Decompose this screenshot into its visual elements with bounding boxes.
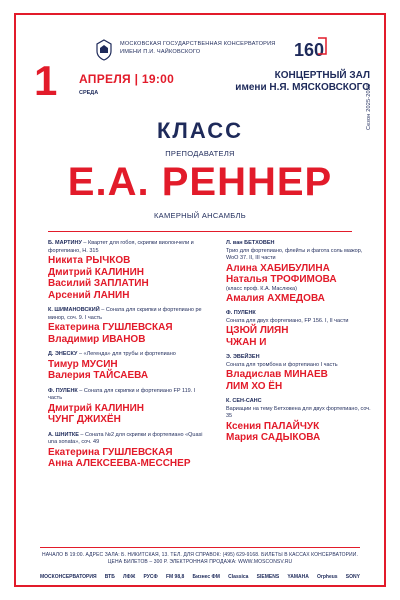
program-item bbox=[48, 240, 208, 301]
conservatory-name: МОСКОВСКАЯ ГОСУДАРСТВЕННАЯ КОНСЕРВАТОРИЯ ИМЕНИ П.И. ЧАЙКОВСКОГО bbox=[120, 41, 276, 55]
anniversary-logo bbox=[292, 34, 328, 62]
composer-name: Б. МАРТИНУ bbox=[48, 240, 82, 246]
work-description bbox=[48, 351, 208, 359]
work-title: – Соната №2 для скрипки и фортепиано «Quasi una sonata», соч. 49 bbox=[48, 431, 203, 445]
performer-name: Никита РЫЧКОВ bbox=[48, 255, 131, 266]
concert-day: 1 bbox=[34, 57, 58, 104]
divider-line bbox=[48, 231, 352, 232]
sponsor-logo: РУСФ bbox=[143, 574, 158, 580]
teacher-label: ПРЕПОДАВАТЕЛЯ bbox=[165, 149, 235, 158]
anniversary-number: 160 bbox=[294, 40, 325, 60]
program-item bbox=[48, 388, 208, 426]
teacher-name: Е.А. РЕННЕР bbox=[67, 160, 333, 204]
performer-name: ЛИМ ХО ЁН bbox=[226, 380, 283, 392]
performer-name: Алина ХАБИБУЛИНА bbox=[226, 262, 330, 274]
sponsor-logo: SONY bbox=[345, 574, 360, 580]
composer-name: Л. ван БЕТХОВЕН bbox=[226, 240, 275, 246]
program-item bbox=[226, 354, 376, 392]
sponsor-logo: Classica bbox=[228, 574, 249, 580]
conservatory-crest-icon bbox=[95, 39, 113, 61]
performer-name: Ксения ПАЛАЙЧУК bbox=[226, 420, 320, 432]
footer-info bbox=[20, 552, 380, 566]
performer-name: Тимур МУСИН bbox=[48, 358, 118, 370]
program-item bbox=[48, 432, 208, 470]
work-title: Соната для тромбона и фортепиано I часть bbox=[226, 361, 338, 368]
composer-name: Э. ЭВЕЙЗЕН bbox=[226, 354, 260, 360]
performer-name: Екатерина ГУШЛЕВСКАЯ bbox=[48, 446, 173, 458]
work-description bbox=[48, 240, 208, 255]
hall-line-1: КОНЦЕРТНЫЙ ЗАЛ bbox=[274, 70, 370, 81]
performer-name: ЧЖАН И bbox=[226, 336, 267, 348]
performer-name: Василий ЗАПЛАТИН bbox=[48, 278, 149, 289]
work-title: Соната для двух фортепиано, FP 156. I, II части bbox=[226, 317, 349, 324]
concert-weekday: СРЕДА bbox=[79, 90, 99, 96]
work-description bbox=[226, 354, 376, 369]
performer-name: Екатерина ГУШЛЕВСКАЯ bbox=[48, 322, 173, 333]
subject-label: КАМЕРНЫЙ АНСАМБЛЬ bbox=[154, 211, 246, 220]
performer-name: Владислав МИНАЕВ bbox=[226, 369, 328, 380]
performer-name: Арсений ЛАНИН bbox=[48, 289, 130, 301]
work-title: Вариации на тему Бетховена для двух фортепиано, соч. 35 bbox=[226, 405, 371, 419]
footer-divider bbox=[40, 547, 360, 548]
work-description bbox=[226, 310, 376, 325]
program-left-column bbox=[48, 240, 208, 476]
class-heading: КЛАСС bbox=[157, 118, 243, 143]
sponsor-logo: YAMAHA bbox=[287, 574, 309, 580]
composer-name: Д. ЭНЕСКУ bbox=[48, 351, 78, 357]
performer-name: Наталья ТРОФИМОВА bbox=[226, 274, 337, 285]
sponsor-logo: FM 98,8 bbox=[165, 574, 185, 580]
composer-name: А. ШНИТКЕ bbox=[48, 431, 79, 438]
program-item bbox=[48, 351, 208, 382]
performer-name: Анна АЛЕКСЕЕВА-МЕССНЕР bbox=[48, 458, 191, 469]
footer-line-1: НАЧАЛО В 19:00. АДРЕС ЗАЛА: Б. НИКИТСКАЯ, 13. ТЕЛ. ДЛЯ СПРАВОК: (495) 629-9168. БИЛЕТЫ В КАССАХ КОНСЕРВАТОРИИ. bbox=[42, 552, 358, 558]
sponsor-logos bbox=[40, 572, 360, 582]
performer-name: Владимир ИВАНОВ bbox=[48, 333, 146, 345]
sponsor-logo: МОСКОНСЕРВАТОРИЯ bbox=[40, 574, 97, 580]
performer-name: Дмитрий КАЛИНИН bbox=[48, 266, 145, 278]
performer-name: Мария САДЫКОВА bbox=[226, 432, 321, 443]
concert-month-time: АПРЕЛЯ | 19:00 bbox=[79, 72, 175, 86]
composer-name: Ф. ПУЛЕНК bbox=[226, 310, 256, 316]
program-item bbox=[48, 307, 208, 345]
performer-name: Дмитрий КАЛИНИН bbox=[48, 402, 145, 414]
program-item bbox=[226, 398, 376, 444]
work-description bbox=[226, 240, 376, 263]
hall-name bbox=[235, 70, 370, 94]
work-title: – Соната для скрипки и фортепиано ре минор, соч. 9. I часть bbox=[48, 307, 202, 321]
sponsor-logo: Бизнес ФМ bbox=[192, 574, 220, 580]
program-item bbox=[226, 240, 376, 304]
sponsor-logo: ЛФЖ bbox=[123, 574, 136, 580]
performer-name: Валерия ТАЙСАЕВА bbox=[48, 370, 149, 381]
performer-name: ЦЗЮЙ ЛИЯН bbox=[226, 325, 289, 336]
work-title: – Соната для скрипки и фортепиано FP 119. I часть bbox=[48, 387, 196, 401]
composer-name: К. ШИМАНОВСКИЙ bbox=[48, 307, 100, 313]
work-description bbox=[48, 307, 208, 322]
sponsor-logo: SIEMENS bbox=[256, 574, 280, 580]
program-right-column bbox=[226, 240, 376, 450]
work-title: – Квартет для гобоя, скрипки виолончели и фортепиано, H. 315 bbox=[48, 240, 194, 254]
footer-line-2: ЦЕНА БИЛЕТОВ – 300 Р. ЭЛЕКТРОННАЯ ПРОДАЖА: WWW.MOSCONSV.RU bbox=[107, 559, 293, 565]
program-item bbox=[226, 310, 376, 348]
work-description bbox=[226, 398, 376, 421]
work-title: Трио для фортепиано, флейты и фагота соль мажор, WoO 37. II, III части bbox=[226, 247, 363, 261]
work-title: – «Легенда» для трубы и фортепиано bbox=[77, 351, 176, 357]
season-label: Сезон 2025-2026 bbox=[366, 83, 372, 130]
sponsor-logo: Orpheus bbox=[317, 574, 338, 580]
work-description bbox=[48, 388, 208, 403]
performer-name: ЧУНГ ДЖИХЁН bbox=[48, 414, 121, 425]
sponsor-logo: ВТБ bbox=[104, 574, 115, 580]
performer-name: Амалия АХМЕДОВА bbox=[226, 292, 325, 304]
composer-name: К. СЕН-САНС bbox=[226, 398, 262, 404]
composer-name: Ф. ПУЛЕНК bbox=[48, 387, 78, 394]
performer-note: (класс проф. К.А. Маслюка) bbox=[226, 285, 297, 292]
work-description bbox=[48, 432, 208, 447]
hall-line-2: имени Н.Я. МЯСКОВСКОГО bbox=[235, 82, 370, 93]
